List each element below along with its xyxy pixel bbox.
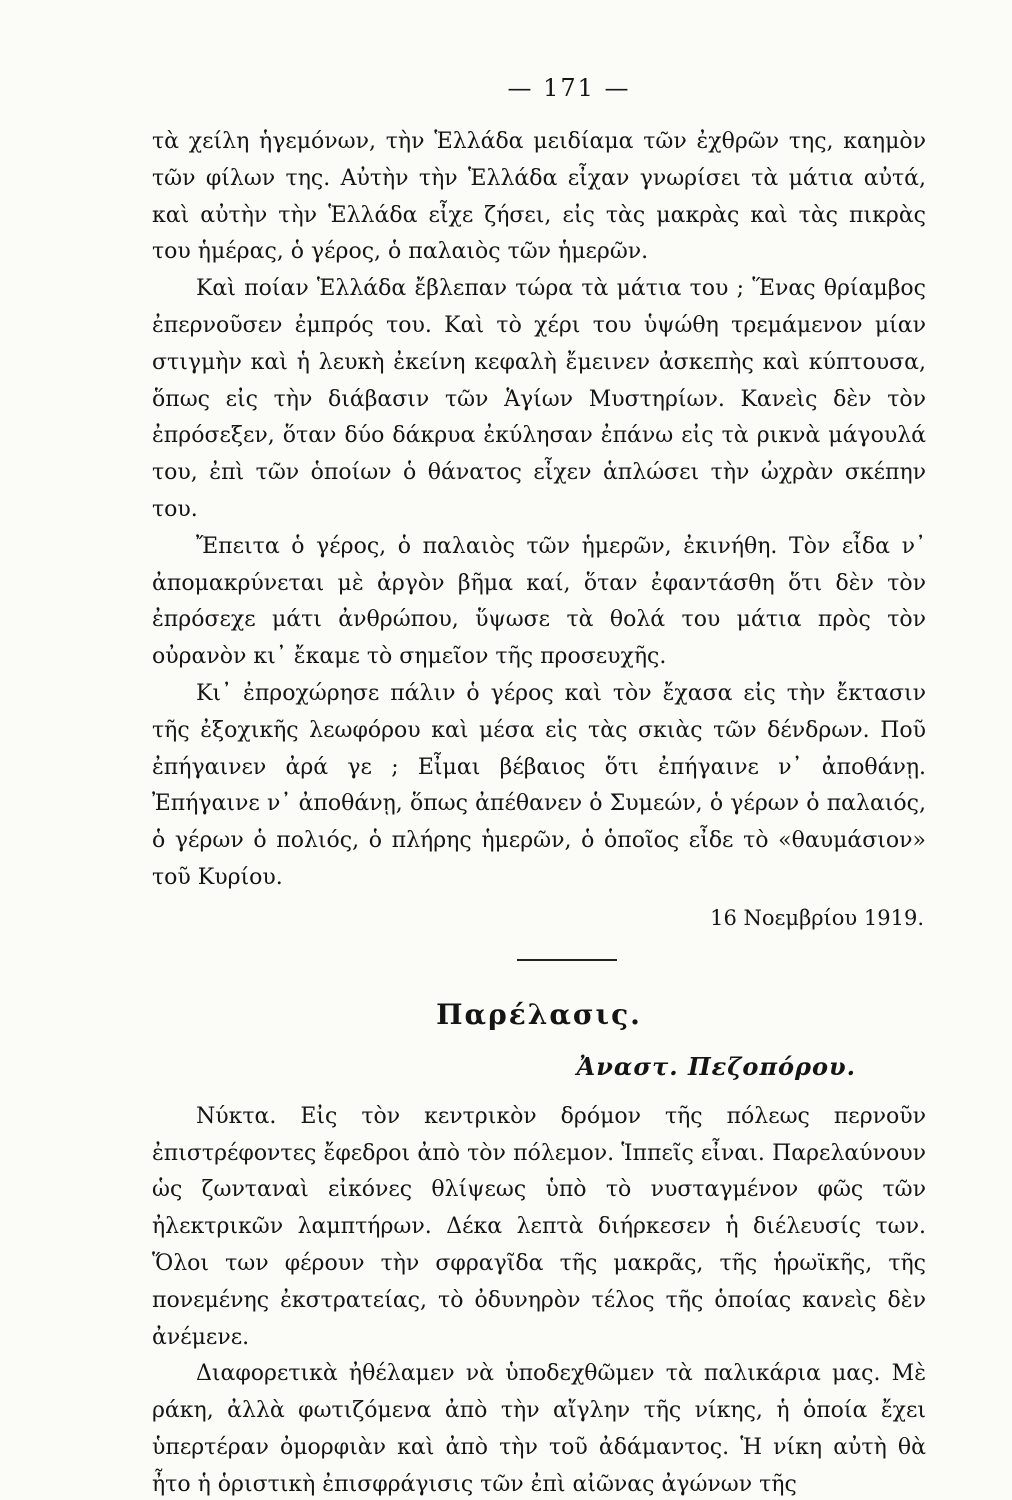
page-number: — 171 — <box>507 74 631 102</box>
section-heading: Παρέλασις. <box>436 997 642 1031</box>
paragraph: Ἔπειτα ὁ γέρος, ὁ παλαιὸς τῶν ἡμερῶν, ἐκινήθη. Τὸν εἶδα ν᾿ ἀπομακρύνεται μὲ ἀργὸν βῆμα καί, ὅταν ἐφαντάσθη ὅτι δὲν τὸν ἐπρόσεχε μάτι ἀνθρώπου, ὕψωσε τὰ θολά του μάτια πρὸς τὸν οὐρανὸν κι᾿ ἔκαμε τὸ σημεῖον τῆς προσευχῆς. <box>152 533 926 670</box>
paragraph: Νύκτα. Εἰς τὸν κεντρικὸν δρόμον τῆς πόλεως περνοῦν ἐπιστρέφοντες ἔφεδροι ἀπὸ τὸν πόλεμον. Ἱππεῖς εἶναι. Παρελαύνουν ὡς ζωνταναὶ εἰκόνες θλίψεως ὑπὸ τὸ νυσταγμένον φῶς τῶν ἠλεκτρικῶν λαμπτήρων. Δέκα λεπτὰ διήρκεσεν ἡ διέλευσίς των. Ὅλοι των φέρουν τὴν σφραγῖδα τῆς μακρᾶς, τῆς ἡρωϊκῆς, τῆς πονεμένης ἐκστρατείας, τὸ ὀδυνηρὸν τέλος τῆς ὁποίας κανεὶς δὲν ἀνέμενε. <box>152 1103 926 1350</box>
paragraph-continuation: τὰ χείλη ἡγεμόνων, τὴν Ἑλλάδα μειδίαμα τῶν ἐχθρῶν της, καημὸν τῶν φίλων της. Αὐτὴν τὴν Ἑλλάδα εἶχαν γνωρίσει τὰ μάτια αὐτά, καὶ αὐτὴν τὴν Ἑλλάδα εἶχε ζήσει, εἰς τὰς μακρὰς καὶ τὰς πικρὰς του ἡμέρας, ὁ γέρος, ὁ παλαιὸς τῶν ἡμερῶν. <box>152 129 926 265</box>
date-line: 16 Νοεμβρίου 1919. <box>710 905 924 930</box>
paragraph: Κι᾿ ἐπροχώρησε πάλιν ὁ γέρος καὶ τὸν ἔχασα εἰς τὴν ἔκτασιν τῆς ἐξοχικῆς λεωφόρου καὶ μέσα εἰς τὰς σκιὰς τῶν δένδρων. Ποῦ ἐπήγαινεν ἀρά γε ; Εἶμαι βέβαιος ὅτι ἐπήγαινε ν᾿ ἀποθάνῃ. Ἐπήγαινε ν᾿ ἀποθάνῃ, ὅπως ἀπέθανεν ὁ Συμεών, ὁ γέρων ὁ παλαιός, ὁ γέρων ὁ πολιός, ὁ πλήρης ἡμερῶν, ὁ ὁποῖος εἶδε τὸ «θαυμάσιον» τοῦ Κυρίου. <box>152 680 926 890</box>
paragraph: Διαφορετικὰ ἠθέλαμεν νὰ ὑποδεχθῶμεν τὰ παλικάρια μας. Μὲ ράκη, ἀλλὰ φωτιζόμενα ἀπὸ τὴν αἴγλην τῆς νίκης, ἡ ὁποία ἔχει ὑπερτέραν ὀμορφιὰν καὶ ἀπὸ τὴν τοῦ ἀδάμαντος. Ἡ νίκη αὐτὴ θὰ ἦτο ἡ ὁριστικὴ ἐπισφράγισις τῶν ἐπὶ αἰῶνας ἀγώνων τῆς <box>152 1361 926 1497</box>
author-byline: Ἀναστ. Πεζοπόρου. <box>576 1051 856 1081</box>
section-divider <box>517 959 617 961</box>
paragraph: Καὶ ποίαν Ἑλλάδα ἔβλεπαν τώρα τὰ μάτια του ; Ἕνας θρίαμβος ἐπερνοῦσεν ἐμπρός του. Καὶ τὸ χέρι του ὑψώθη τρεμάμενον μίαν στιγμὴν καὶ ἡ λευκὴ ἐκείνη κεφαλὴ ἔμεινεν ἀσκεπὴς καὶ κύπτουσα, ὅπως εἰς τὴν διάβασιν τῶν Ἁγίων Μυστηρίων. Κανεὶς δὲν τὸν ἐπρόσεξεν, ὅταν δύο δάκρυα ἐκύλησαν ἐπάνω εἰς τὰ ρικνὰ μάγουλά του, ἐπὶ τῶν ὁποίων ὁ θάνατος εἶχεν ἁπλώσει τὴν ὠχρὰν σκέπην του. <box>152 276 926 522</box>
